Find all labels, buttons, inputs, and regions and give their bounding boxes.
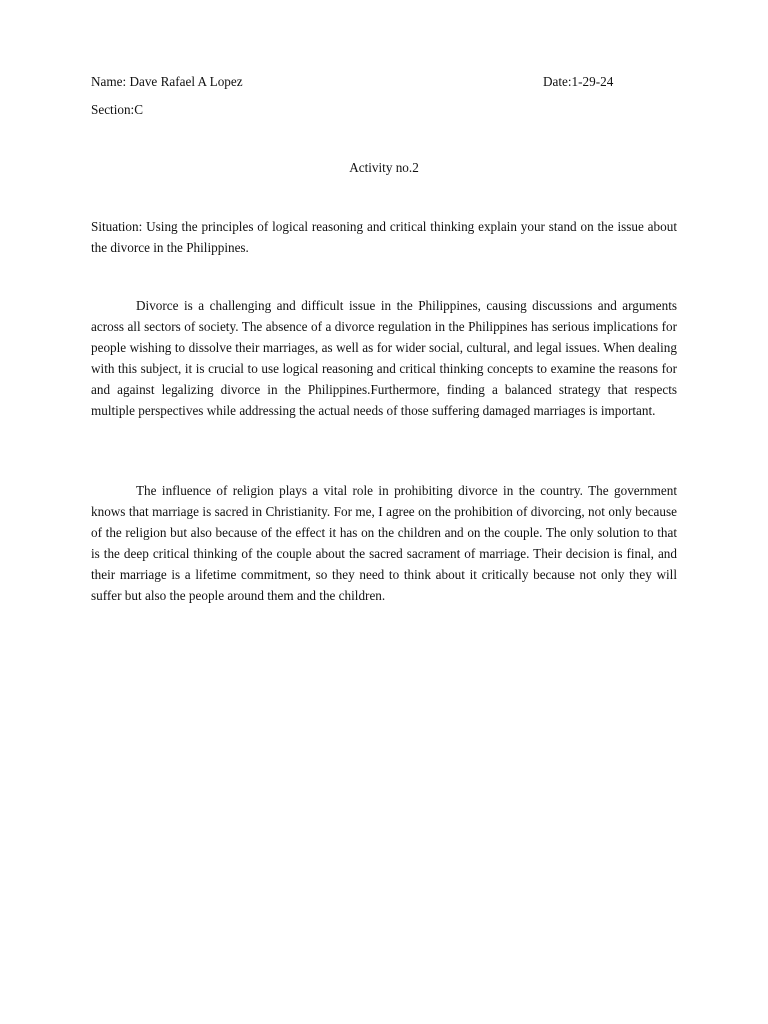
body-paragraph-1: Divorce is a challenging and difficult issue in the Philippines, causing discussions and arguments across all sectors of society. The absence of a divorce regulation in the Philippines has serious implications for people wishing to dissolve their marriages, as well as for wider social, cultural, and legal issues. When dealing with this subject, it is crucial to use logical reasoning and critical thinking concepts to examine the reasons for and against legalizing divorce in the Philippines.Furthermore, finding a balanced strategy that respects multiple perspectives while addressing the actual needs of those suffering damaged marriages is important. [91,298,677,418]
student-name: Name: Dave Rafael A Lopez [91,74,243,89]
situation-paragraph: Situation: Using the principles of logical reasoning and critical thinking explain your stand on the issue about the divorce in the Philippines. [91,219,677,255]
body-paragraph-2: The influence of religion plays a vital role in prohibiting divorce in the country. The government knows that marriage is sacred in Christianity. For me, I agree on the prohibition of divorcing, not only because of the religion but also because of the effect it has on the children and on the couple. The only solution to that is the deep critical thinking of the couple about the sacred sacrament of marriage. Their decision is final, and their marriage is a lifetime commitment, so they need to think about it critically because not only they will suffer but also the people around them and the children. [91,483,677,603]
document-date: Date:1-29-24 [543,74,614,89]
student-section: Section:C [91,102,144,117]
document-header [91,72,677,92]
activity-title: Activity no.2 [349,160,419,175]
